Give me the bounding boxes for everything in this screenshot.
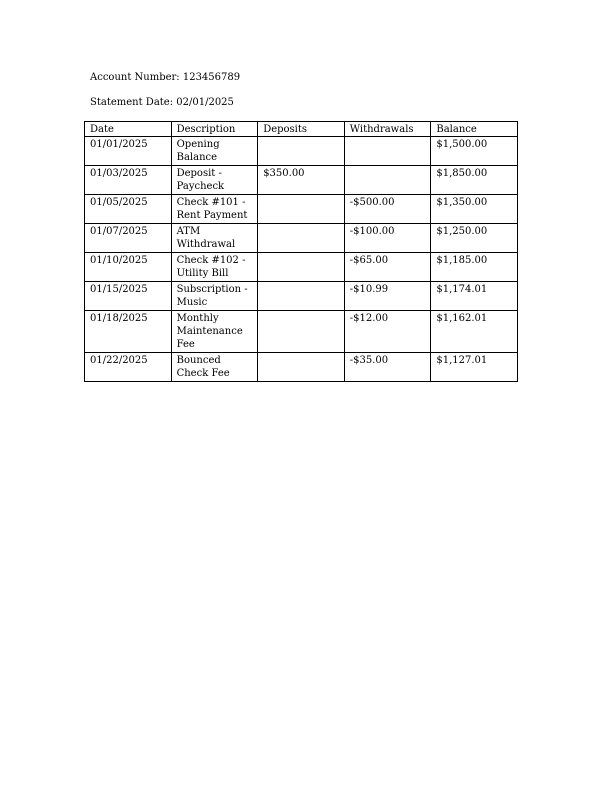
cell-deposits	[258, 224, 345, 253]
table-header-row	[85, 122, 518, 137]
table-row	[85, 137, 518, 166]
cell-date: 01/15/2025	[85, 282, 172, 311]
table-row	[85, 353, 518, 382]
cell-withdrawals	[344, 137, 431, 166]
cell-balance: $1,350.00	[431, 195, 518, 224]
header-withdrawals: Withdrawals	[344, 122, 431, 137]
cell-withdrawals	[344, 166, 431, 195]
cell-balance: $1,500.00	[431, 137, 518, 166]
cell-date: 01/18/2025	[85, 311, 172, 353]
cell-balance: $1,162.01	[431, 311, 518, 353]
cell-deposits: $350.00	[258, 166, 345, 195]
table-row	[85, 253, 518, 282]
cell-balance: $1,850.00	[431, 166, 518, 195]
cell-balance: $1,250.00	[431, 224, 518, 253]
cell-deposits	[258, 311, 345, 353]
cell-withdrawals: -$65.00	[344, 253, 431, 282]
cell-date: 01/05/2025	[85, 195, 172, 224]
table-row	[85, 166, 518, 195]
cell-deposits	[258, 253, 345, 282]
cell-description: Deposit - Paycheck	[171, 166, 258, 195]
account-number: Account Number: 123456789	[90, 72, 241, 83]
cell-description: Check #101 - Rent Payment	[171, 195, 258, 224]
cell-date: 01/01/2025	[85, 137, 172, 166]
statement-date: Statement Date: 02/01/2025	[90, 97, 234, 108]
cell-description: Check #102 - Utility Bill	[171, 253, 258, 282]
cell-date: 01/10/2025	[85, 253, 172, 282]
cell-deposits	[258, 195, 345, 224]
cell-withdrawals: -$35.00	[344, 353, 431, 382]
cell-date: 01/07/2025	[85, 224, 172, 253]
cell-deposits	[258, 282, 345, 311]
cell-balance: $1,174.01	[431, 282, 518, 311]
table-row	[85, 311, 518, 353]
cell-description: Monthly Maintenance Fee	[171, 311, 258, 353]
header-description: Description	[171, 122, 258, 137]
cell-deposits	[258, 353, 345, 382]
cell-withdrawals: -$12.00	[344, 311, 431, 353]
header-deposits: Deposits	[258, 122, 345, 137]
cell-date: 01/22/2025	[85, 353, 172, 382]
transactions-table	[84, 121, 518, 382]
table-row	[85, 282, 518, 311]
cell-withdrawals: -$500.00	[344, 195, 431, 224]
table-row	[85, 195, 518, 224]
table-row	[85, 224, 518, 253]
cell-balance: $1,127.01	[431, 353, 518, 382]
cell-description: ATM Withdrawal	[171, 224, 258, 253]
cell-balance: $1,185.00	[431, 253, 518, 282]
cell-description: Bounced Check Fee	[171, 353, 258, 382]
cell-withdrawals: -$100.00	[344, 224, 431, 253]
cell-date: 01/03/2025	[85, 166, 172, 195]
cell-withdrawals: -$10.99	[344, 282, 431, 311]
cell-deposits	[258, 137, 345, 166]
cell-description: Opening Balance	[171, 137, 258, 166]
cell-description: Subscription - Music	[171, 282, 258, 311]
header-date: Date	[85, 122, 172, 137]
header-balance: Balance	[431, 122, 518, 137]
